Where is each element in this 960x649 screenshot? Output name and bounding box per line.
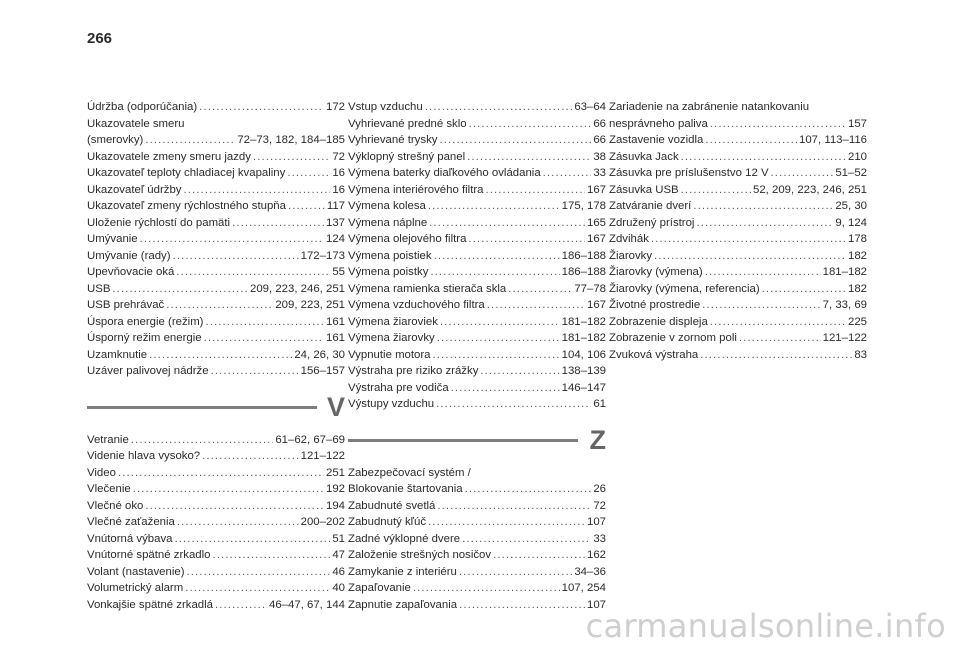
- entry-leader-dots: [437, 330, 560, 347]
- entry-term: Vlečné zaťaženia: [87, 516, 175, 528]
- entry-leader-dots: [467, 149, 591, 166]
- entry-page-ref: 77–78: [574, 282, 606, 295]
- index-entry: [609, 198, 867, 215]
- entry-page-ref: 46: [332, 565, 345, 578]
- entry-leader-dots: [425, 99, 573, 116]
- entry-leader-dots: [145, 132, 235, 149]
- index-entry: [87, 314, 345, 331]
- index-entry: [348, 99, 606, 116]
- entry-page-ref: 33: [593, 532, 606, 545]
- entry-page-ref: 72: [332, 150, 345, 163]
- entry-leader-dots: [468, 231, 585, 248]
- entry-leader-dots: [430, 264, 559, 281]
- index-entry: [87, 231, 345, 248]
- entry-leader-dots: [508, 281, 572, 298]
- entry-page-ref: 52, 209, 223, 246, 251: [752, 183, 867, 196]
- index-entry: [87, 215, 345, 232]
- entry-term: Výmena poistky: [348, 266, 429, 278]
- entry-page-ref: 61–62, 67–69: [275, 433, 345, 446]
- entry-page-ref: 182: [847, 249, 867, 262]
- entry-page-ref: 107: [586, 598, 606, 611]
- entry-page-ref: 182: [847, 282, 867, 295]
- entry-term: Volant (nastavenie): [87, 565, 185, 578]
- index-entry: [348, 198, 606, 215]
- entry-term: Blokovanie štartovania: [348, 483, 463, 495]
- section-letter: V: [327, 392, 346, 422]
- entry-term: Uzamknutie: [87, 348, 148, 361]
- entry-page-ref: 66: [593, 117, 606, 130]
- entry-term: Umývanie (rady): [87, 249, 171, 262]
- index-entry: [348, 547, 606, 564]
- entry-page-ref: 178: [847, 233, 867, 245]
- entry-term: Zadné výklopné dvere: [348, 532, 461, 545]
- index-column-1: [87, 99, 345, 613]
- index-entry: [609, 182, 867, 199]
- entry-term: nesprávneho paliva: [609, 117, 708, 130]
- index-entry: [609, 116, 867, 133]
- entry-leader-dots: [429, 215, 585, 232]
- entry-leader-dots: [212, 547, 330, 564]
- entry-term: Zobrazenie displeja: [609, 315, 708, 328]
- entry-page-ref: 9, 124: [835, 216, 867, 229]
- entry-leader-dots: [434, 248, 560, 265]
- section-letter: Z: [589, 425, 606, 455]
- entry-term: Výmena žiaroviek: [348, 315, 438, 328]
- entry-term: Zapnutie zapaľovania: [348, 598, 458, 611]
- entry-page-ref: 107, 113–116: [799, 134, 867, 146]
- entry-term: Ukazovateľ teploty chladiacej kvapaliny: [87, 167, 286, 179]
- entry-term: Výklopný strešný panel: [348, 150, 466, 163]
- entry-term: Výmena baterky diaľkového ovládania: [348, 167, 541, 179]
- entry-leader-dots: [486, 182, 585, 199]
- index-entry-heading: Ukazovatele smeru: [87, 117, 185, 130]
- entry-term: Vlečenie: [87, 483, 131, 495]
- entry-page-ref: 175, 178: [561, 200, 606, 212]
- entry-term: Výmena kolesa: [348, 200, 426, 212]
- entry-term: (smerovky): [87, 134, 144, 146]
- index-entry: [348, 498, 606, 515]
- entry-term: Združený prístroj: [609, 216, 695, 229]
- index-entry: [348, 330, 606, 347]
- entry-term: Výmena interiérového filtra: [348, 183, 484, 196]
- index-entry: [348, 182, 606, 199]
- index-entry: [609, 264, 867, 281]
- entry-term: Ukazovatele zmeny smeru jazdy: [87, 150, 251, 163]
- entry-page-ref: 138–139: [561, 365, 606, 377]
- index-entry: [87, 281, 345, 298]
- entry-leader-dots: [459, 597, 585, 614]
- entry-term: Vstup vzduchu: [348, 101, 423, 113]
- entry-leader-dots: [440, 314, 560, 331]
- index-entry: [87, 198, 345, 215]
- section-header: [348, 421, 606, 461]
- entry-term: Volumetrický alarm: [87, 582, 184, 594]
- entry-page-ref: 210: [847, 150, 867, 163]
- index-entry: [609, 248, 867, 265]
- entry-page-ref: 104, 106: [561, 348, 606, 361]
- entry-page-ref: 124: [325, 233, 345, 245]
- entry-leader-dots: [175, 531, 331, 548]
- entry-term: Zdvihák: [609, 233, 649, 245]
- entry-leader-dots: [118, 465, 324, 482]
- index-column-2: [348, 99, 606, 613]
- entry-page-ref: 181–182: [561, 315, 606, 328]
- entry-leader-dots: [140, 231, 324, 248]
- entry-leader-dots: [185, 580, 330, 597]
- index-entry: [87, 99, 345, 116]
- section-header: [87, 388, 345, 428]
- entry-page-ref: 146–147: [561, 381, 606, 394]
- section-divider: [348, 439, 578, 442]
- index-entry: [609, 314, 867, 331]
- entry-leader-dots: [459, 564, 572, 581]
- index-entry: [609, 215, 867, 232]
- entry-page-ref: 161: [325, 332, 345, 344]
- entry-term: Zvuková výstraha: [609, 348, 699, 361]
- index-entry: [348, 380, 606, 397]
- index-entry-heading: Zariadenie na zabránenie natankovaniu: [609, 101, 810, 113]
- entry-leader-dots: [710, 116, 846, 133]
- entry-page-ref: 181–182: [561, 332, 606, 344]
- entry-page-ref: 61: [593, 398, 606, 410]
- entry-term: Žiarovky: [609, 249, 653, 262]
- index-entry: [348, 597, 606, 614]
- entry-page-ref: 209, 223, 251: [275, 299, 345, 311]
- index-entry: [87, 448, 345, 465]
- entry-term: Uloženie rýchlostí do pamäti: [87, 216, 231, 229]
- entry-leader-dots: [131, 432, 274, 449]
- index-entry: [87, 182, 345, 199]
- entry-term: Vypnutie motora: [348, 348, 431, 361]
- entry-page-ref: 121–122: [822, 332, 867, 344]
- index-entry: [87, 264, 345, 281]
- entry-term: Video: [87, 466, 116, 479]
- entry-page-ref: 172–173: [300, 249, 345, 262]
- entry-term: Výmena ramienka stierača skla: [348, 282, 507, 295]
- index-entry: [87, 347, 345, 364]
- entry-leader-dots: [413, 580, 560, 597]
- page-number: 266: [87, 30, 113, 47]
- index-entry: [348, 149, 606, 166]
- entry-leader-dots: [215, 597, 267, 614]
- entry-page-ref: 186–188: [561, 266, 606, 278]
- index-entry: [87, 531, 345, 548]
- entry-leader-dots: [469, 116, 592, 133]
- index-entry: [87, 248, 345, 265]
- entry-leader-dots: [480, 363, 559, 380]
- section-divider: [87, 406, 317, 409]
- entry-page-ref: 167: [586, 233, 606, 245]
- entry-page-ref: 16: [332, 167, 345, 179]
- index-entry: [348, 363, 606, 380]
- entry-page-ref: 225: [847, 315, 867, 328]
- entry-term: Výmena vzduchového filtra: [348, 299, 485, 311]
- entry-leader-dots: [253, 149, 330, 166]
- entry-leader-dots: [436, 396, 591, 413]
- entry-leader-dots: [205, 314, 324, 331]
- entry-page-ref: 162: [586, 549, 606, 561]
- entry-page-ref: 251: [325, 466, 345, 479]
- entry-leader-dots: [133, 481, 324, 498]
- entry-page-ref: 107: [586, 516, 606, 528]
- index-entry: [87, 132, 345, 149]
- index-entry: [348, 215, 606, 232]
- index-entry: [87, 297, 345, 314]
- index-entry: [87, 165, 345, 182]
- entry-leader-dots: [439, 132, 591, 149]
- entry-term: Výstraha pre riziko zrážky: [348, 365, 479, 377]
- index-entry: [348, 481, 606, 498]
- index-entry: [87, 498, 345, 515]
- index-entry: [609, 330, 867, 347]
- entry-leader-dots: [771, 165, 834, 182]
- entry-term: Vonkajšie spätné zrkadlá: [87, 598, 214, 611]
- index-entry: [348, 165, 606, 182]
- index-entry: [348, 132, 606, 149]
- index-entry: [609, 347, 867, 364]
- entry-page-ref: 186–188: [561, 249, 606, 262]
- index-entry: [348, 314, 606, 331]
- entry-term: Zásuvka USB: [609, 183, 679, 196]
- entry-page-ref: 34–36: [574, 565, 606, 578]
- entry-leader-dots: [112, 281, 248, 298]
- entry-term: Výmena náplne: [348, 216, 428, 229]
- index-entry: [87, 465, 345, 482]
- index-entry: [348, 297, 606, 314]
- index-entry: [609, 231, 867, 248]
- entry-leader-dots: [204, 330, 324, 347]
- entry-leader-dots: [176, 264, 330, 281]
- entry-page-ref: 117: [326, 200, 345, 212]
- entry-leader-dots: [651, 231, 846, 248]
- entry-term: Výmena olejového filtra: [348, 233, 467, 245]
- entry-page-ref: 167: [586, 183, 606, 196]
- index-entry: [87, 580, 345, 597]
- entry-term: Umývanie: [87, 233, 138, 245]
- entry-leader-dots: [428, 198, 560, 215]
- index-entry: [87, 330, 345, 347]
- index-entry: [87, 149, 345, 166]
- entry-term: Upevňovacie oká: [87, 266, 175, 278]
- entry-term: Úspora energie (režim): [87, 315, 204, 328]
- entry-page-ref: 200–202: [300, 516, 345, 528]
- entry-leader-dots: [187, 564, 331, 581]
- entry-term: Vnútorná výbava: [87, 532, 173, 545]
- entry-term: Výmena poistiek: [348, 249, 432, 262]
- entry-leader-dots: [149, 347, 292, 364]
- entry-page-ref: 25, 30: [835, 200, 867, 212]
- index-entry: [609, 165, 867, 182]
- entry-leader-dots: [654, 248, 846, 265]
- entry-term: Žiarovky (výmena, referencia): [609, 282, 760, 295]
- entry-page-ref: 161: [325, 315, 345, 328]
- entry-page-ref: 72–73, 182, 184–185: [237, 134, 345, 146]
- entry-term: Výstraha pre vodiča: [348, 381, 449, 394]
- entry-page-ref: 72: [593, 499, 606, 512]
- entry-term: Vyhrievané predné sklo: [348, 117, 467, 130]
- entry-leader-dots: [232, 215, 324, 232]
- entry-page-ref: 26: [593, 483, 606, 495]
- entry-leader-dots: [700, 347, 852, 364]
- index-entry: [348, 116, 606, 133]
- entry-page-ref: 66: [593, 134, 606, 146]
- entry-term: Vlečné oko: [87, 499, 144, 512]
- entry-page-ref: 165: [586, 216, 606, 229]
- index-entry: [87, 547, 345, 564]
- entry-page-ref: 137: [325, 216, 345, 229]
- entry-leader-dots: [739, 330, 821, 347]
- entry-page-ref: 194: [325, 499, 345, 512]
- entry-page-ref: 63–64: [574, 101, 606, 113]
- index-entry: [87, 481, 345, 498]
- entry-term: Uzáver palivovej nádrže: [87, 365, 209, 377]
- entry-leader-dots: [437, 498, 591, 515]
- entry-term: Zabudnuté svetlá: [348, 499, 436, 512]
- index-entry: [348, 281, 606, 298]
- entry-leader-dots: [493, 547, 585, 564]
- index-entry: [348, 347, 606, 364]
- index-entry: [348, 264, 606, 281]
- entry-leader-dots: [462, 531, 591, 548]
- entry-page-ref: 46–47, 67, 144: [268, 598, 345, 611]
- index-entry: [609, 281, 867, 298]
- entry-page-ref: 156–157: [300, 365, 345, 377]
- index-entry: [348, 396, 606, 413]
- entry-page-ref: 38: [593, 150, 606, 163]
- entry-term: Vnútorné spätné zrkadlo: [87, 549, 211, 561]
- entry-page-ref: 192: [325, 483, 345, 495]
- index-entry: [348, 514, 606, 531]
- entry-page-ref: 167: [586, 299, 606, 311]
- entry-term: Žiarovky (výmena): [609, 266, 703, 278]
- index-entry: [348, 580, 606, 597]
- index-entry-heading: Zabezpečovací systém /: [348, 466, 471, 479]
- entry-term: Ukazovateľ zmeny rýchlostného stupňa: [87, 200, 286, 212]
- watermark: carmanualsonline.info: [585, 607, 946, 645]
- index-entry: [87, 597, 345, 614]
- entry-page-ref: 209, 223, 246, 251: [249, 282, 345, 295]
- entry-term: Ukazovateľ údržby: [87, 183, 182, 196]
- entry-term: Zamykanie z interiéru: [348, 565, 457, 578]
- entry-term: Zásuvka Jack: [609, 150, 679, 163]
- entry-term: Založenie strešných nosičov: [348, 549, 492, 561]
- entry-leader-dots: [681, 182, 751, 199]
- index-entry: [348, 248, 606, 265]
- entry-leader-dots: [705, 264, 821, 281]
- index-entry: [87, 514, 345, 531]
- entry-leader-dots: [693, 198, 833, 215]
- entry-term: Zapaľovanie: [348, 582, 411, 594]
- entry-term: Zastavenie vozidla: [609, 134, 704, 146]
- entry-leader-dots: [702, 297, 820, 314]
- entry-term: Videnie hlava vysoko?: [87, 450, 201, 462]
- entry-leader-dots: [487, 297, 585, 314]
- entry-page-ref: 107, 254: [561, 582, 606, 594]
- entry-term: USB: [87, 282, 111, 295]
- index-entry: [348, 531, 606, 548]
- entry-term: Vyhrievané trysky: [348, 134, 438, 146]
- entry-page-ref: 51: [332, 532, 345, 545]
- entry-leader-dots: [177, 514, 299, 531]
- entry-page-ref: 181–182: [822, 266, 867, 278]
- index-entry: [609, 297, 867, 314]
- entry-term: Úsporný režim energie: [87, 332, 202, 344]
- entry-page-ref: 121–122: [300, 450, 345, 462]
- entry-page-ref: 157: [847, 117, 867, 130]
- entry-leader-dots: [451, 380, 560, 397]
- entry-leader-dots: [166, 297, 273, 314]
- index-entry: [87, 432, 345, 449]
- entry-leader-dots: [762, 281, 846, 298]
- entry-term: Vetranie: [87, 433, 129, 446]
- entry-leader-dots: [465, 481, 592, 498]
- entry-page-ref: 55: [332, 266, 345, 278]
- entry-term: Životné prostredie: [609, 299, 701, 311]
- entry-leader-dots: [428, 514, 585, 531]
- entry-page-ref: 40: [332, 582, 345, 594]
- entry-term: Zásuvka pre príslušenstvo 12 V: [609, 167, 769, 179]
- entry-leader-dots: [543, 165, 592, 182]
- entry-leader-dots: [681, 149, 846, 166]
- entry-leader-dots: [145, 498, 324, 515]
- index-column-3: [609, 99, 867, 363]
- entry-page-ref: 51–52: [835, 167, 867, 179]
- entry-term: Zobrazenie v zornom poli: [609, 332, 737, 344]
- index-entry: [87, 564, 345, 581]
- entry-page-ref: 16: [332, 183, 345, 196]
- entry-page-ref: 172: [325, 101, 345, 113]
- entry-page-ref: 24, 26, 30: [294, 348, 345, 361]
- entry-page-ref: 33: [593, 167, 606, 179]
- entry-page-ref: 83: [854, 348, 867, 361]
- entry-leader-dots: [199, 99, 324, 116]
- entry-page-ref: 47: [332, 549, 345, 561]
- entry-page-ref: 7, 33, 69: [822, 299, 867, 311]
- entry-leader-dots: [173, 248, 299, 265]
- entry-leader-dots: [287, 165, 330, 182]
- entry-leader-dots: [184, 182, 331, 199]
- entry-term: Výmena žiarovky: [348, 332, 435, 344]
- index-entry: [609, 149, 867, 166]
- index-entry: [348, 564, 606, 581]
- entry-leader-dots: [288, 198, 325, 215]
- index-entry: [348, 231, 606, 248]
- entry-leader-dots: [202, 448, 299, 465]
- entry-term: Výstupy vzduchu: [348, 398, 435, 410]
- entry-term: Údržba (odporúčania): [87, 101, 198, 113]
- entry-leader-dots: [710, 314, 846, 331]
- entry-term: Zatváranie dverí: [609, 200, 692, 212]
- entry-term: USB prehrávač: [87, 299, 165, 311]
- index-entry: [87, 363, 345, 380]
- entry-term: Zabudnutý kľúč: [348, 516, 427, 528]
- index-entry: [609, 132, 867, 149]
- entry-leader-dots: [705, 132, 797, 149]
- entry-leader-dots: [696, 215, 833, 232]
- entry-leader-dots: [433, 347, 560, 364]
- entry-leader-dots: [211, 363, 299, 380]
